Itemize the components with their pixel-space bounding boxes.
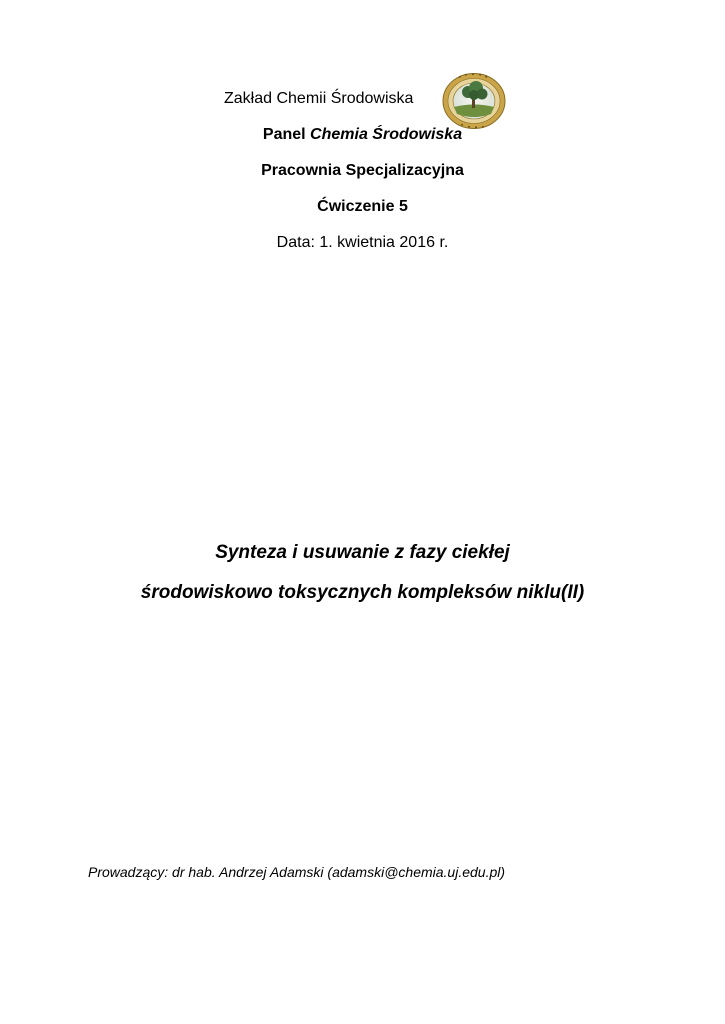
document-title-line-2: środowiskowo toksycznych kompleksów niklu(II) xyxy=(140,582,585,603)
panel-name: Chemia Środowiska xyxy=(310,126,463,143)
instructor-info: Prowadzący: dr hab. Andrzej Adamski (adamski@chemia.uj.edu.pl) xyxy=(88,864,506,880)
exercise-date: Data: 1. kwietnia 2016 r. xyxy=(276,234,449,251)
exercise-number: Ćwiczenie 5 xyxy=(317,198,408,215)
department-logo-seal xyxy=(441,72,507,130)
document-title-line-1: Synteza i usuwanie z fazy ciekłej xyxy=(215,542,510,563)
panel-prefix: Panel xyxy=(262,126,306,143)
department-name: Zakład Chemii Środowiska xyxy=(224,90,414,107)
lab-name: Pracownia Specjalizacyjna xyxy=(261,162,464,179)
panel-line xyxy=(0,125,725,145)
